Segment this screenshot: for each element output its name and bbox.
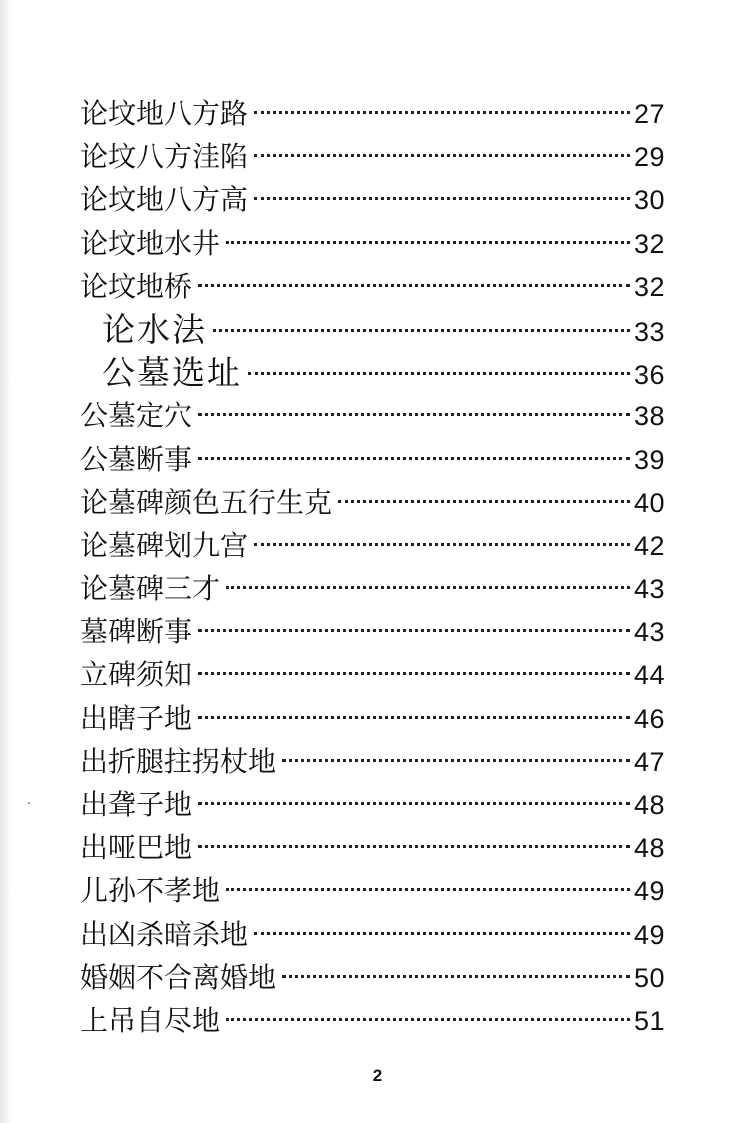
toc-entry-title: 论坟八方洼陷 xyxy=(80,140,249,174)
toc-entry-title: 出哑巴地 xyxy=(80,831,193,865)
toc-dot-leader xyxy=(248,372,630,375)
toc-entry-title: 论墓碑颜色五行生克 xyxy=(80,485,333,519)
toc-section-entry[interactable] xyxy=(80,351,665,394)
toc-entry-title: 立碑须知 xyxy=(80,658,193,692)
toc-entry-page: 43 xyxy=(633,617,665,648)
toc-dot-leader xyxy=(198,629,630,632)
toc-dot-leader xyxy=(198,716,630,719)
toc-entry[interactable] xyxy=(80,697,665,740)
toc-entry-title: 论坟地八方路 xyxy=(80,97,249,130)
toc-entry-page: 48 xyxy=(633,790,665,820)
toc-dot-leader xyxy=(198,284,630,287)
toc-dot-leader xyxy=(198,802,630,805)
toc-dot-leader xyxy=(254,932,630,935)
toc-entry-title: 出聋子地 xyxy=(80,788,193,821)
toc-entry-title: 论墓碑划九宫 xyxy=(80,528,249,562)
toc-entry-title: 墓碑断事 xyxy=(80,615,193,649)
toc-entry[interactable] xyxy=(80,524,665,567)
toc-entry[interactable] xyxy=(80,783,665,826)
toc-entry-title: 上吊自尽地 xyxy=(80,1003,221,1037)
toc-entry-page: 29 xyxy=(633,142,665,173)
toc-dot-leader xyxy=(226,888,630,891)
toc-dot-leader xyxy=(282,759,630,762)
toc-entry-page: 50 xyxy=(633,962,665,993)
toc-entry[interactable] xyxy=(80,869,665,912)
toc-entry-page: 48 xyxy=(633,833,665,864)
toc-dot-leader xyxy=(198,413,630,416)
toc-section-title: 公墓选址 xyxy=(102,353,242,393)
table-of-contents xyxy=(80,92,665,1042)
toc-entry-page: 49 xyxy=(633,919,665,950)
toc-entry-title: 公墓定穴 xyxy=(80,399,193,433)
toc-entry[interactable] xyxy=(80,567,665,610)
toc-dot-leader xyxy=(198,457,630,460)
toc-entry[interactable] xyxy=(80,610,665,653)
toc-entry-page: 32 xyxy=(633,228,665,259)
toc-dot-leader xyxy=(213,329,630,332)
toc-section-title: 论水法 xyxy=(102,309,207,349)
toc-entry-page: 42 xyxy=(633,530,665,561)
toc-entry[interactable] xyxy=(80,481,665,524)
toc-dot-leader xyxy=(254,111,630,114)
toc-dot-leader xyxy=(282,975,630,978)
scan-speck xyxy=(28,802,30,804)
toc-entry-title: 公墓断事 xyxy=(80,442,193,476)
toc-entry[interactable] xyxy=(80,394,665,437)
toc-entry-page: 30 xyxy=(633,185,665,216)
toc-entry-title: 论坟地八方高 xyxy=(80,183,249,217)
toc-entry-title: 出凶杀暗杀地 xyxy=(80,917,249,951)
toc-entry-page: 49 xyxy=(633,876,665,907)
toc-entry-page: 36 xyxy=(633,360,665,391)
toc-entry-page: 33 xyxy=(633,316,665,347)
toc-entry-page: 47 xyxy=(633,746,665,777)
toc-entry[interactable] xyxy=(80,92,665,135)
page-number: 2 xyxy=(372,1066,383,1085)
toc-entry[interactable] xyxy=(80,956,665,999)
toc-entry[interactable] xyxy=(80,265,665,308)
toc-entry-page: 27 xyxy=(633,99,665,129)
toc-entry-page: 51 xyxy=(633,1005,665,1036)
toc-entry[interactable] xyxy=(80,135,665,178)
toc-entry[interactable] xyxy=(80,178,665,221)
toc-entry-page: 38 xyxy=(633,401,665,432)
toc-entry-page: 40 xyxy=(633,487,665,518)
toc-dot-leader xyxy=(338,500,630,503)
toc-section-entry[interactable] xyxy=(80,308,665,351)
toc-entry-title: 婚姻不合离婚地 xyxy=(80,960,277,994)
toc-entry-page: 44 xyxy=(633,660,665,691)
toc-dot-leader xyxy=(226,1018,630,1021)
toc-entry-title: 论墓碑三才 xyxy=(80,572,221,606)
toc-entry[interactable] xyxy=(80,222,665,265)
toc-dot-leader xyxy=(226,586,630,589)
toc-dot-leader xyxy=(254,154,630,157)
toc-dot-leader xyxy=(254,197,630,200)
toc-entry[interactable] xyxy=(80,653,665,696)
toc-entry[interactable] xyxy=(80,826,665,869)
toc-entry-page: 43 xyxy=(633,574,665,605)
toc-entry-title: 出瞎子地 xyxy=(80,701,193,735)
toc-entry-page: 32 xyxy=(633,271,665,302)
toc-entry-page: 39 xyxy=(633,444,665,475)
toc-entry-page: 46 xyxy=(633,703,665,734)
scan-shadow xyxy=(0,0,14,1123)
toc-entry-title: 论坟地桥 xyxy=(80,269,193,303)
toc-entry-title: 儿孙不孝地 xyxy=(80,874,221,908)
toc-dot-leader xyxy=(198,845,630,848)
toc-dot-leader xyxy=(226,241,630,244)
toc-dot-leader xyxy=(254,543,630,546)
toc-entry-title: 出折腿拄拐杖地 xyxy=(80,744,277,778)
toc-entry[interactable] xyxy=(80,913,665,956)
toc-dot-leader xyxy=(198,672,630,675)
toc-entry[interactable] xyxy=(80,999,665,1042)
toc-entry[interactable] xyxy=(80,740,665,783)
toc-entry-title: 论坟地水井 xyxy=(80,226,221,260)
toc-entry[interactable] xyxy=(80,438,665,481)
